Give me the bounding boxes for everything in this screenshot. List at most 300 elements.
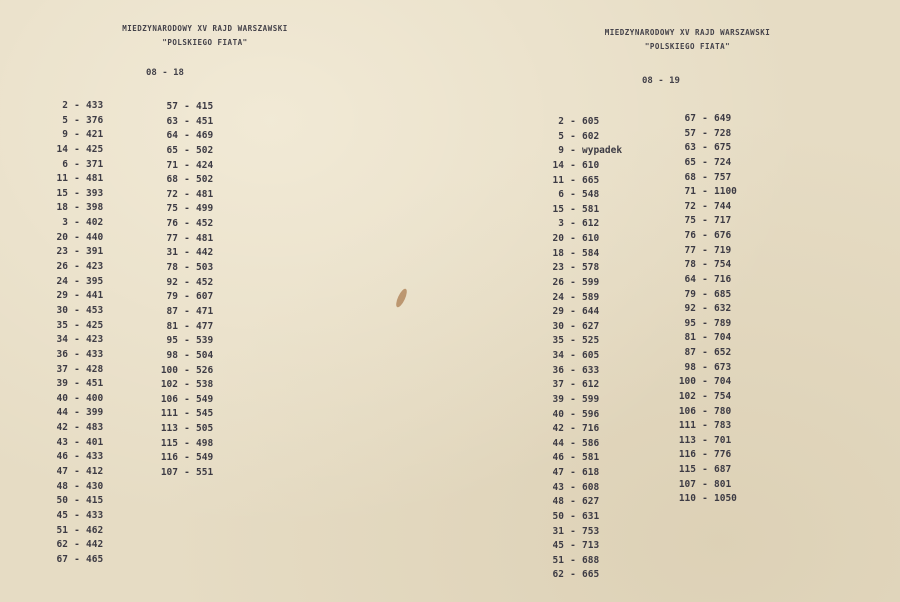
separator-dash: - — [702, 347, 708, 358]
separator-dash: - — [184, 188, 190, 200]
result-entry — [150, 349, 213, 364]
car-number: 68 — [166, 174, 178, 186]
separator-dash: - — [570, 276, 576, 288]
separator-dash: - — [570, 554, 576, 566]
car-number: 77 — [166, 232, 178, 244]
car-number: 72 — [166, 188, 178, 200]
separator-dash: - — [184, 364, 190, 376]
car-number: 45 — [56, 509, 68, 521]
result-entry — [522, 466, 622, 481]
car-number: 116 — [678, 449, 696, 461]
separator-dash: - — [702, 303, 708, 315]
separator-dash: - — [74, 173, 80, 185]
car-number: 57 — [684, 127, 696, 139]
result-value: 453 — [86, 304, 104, 316]
result-value: 442 — [196, 247, 214, 259]
separator-dash: - — [74, 495, 80, 507]
right-column-2 — [654, 112, 737, 507]
result-entry — [654, 375, 737, 390]
separator-dash: - — [74, 392, 80, 404]
result-value: 644 — [582, 306, 600, 318]
result-value: 376 — [86, 114, 104, 126]
separator-dash: - — [570, 247, 576, 259]
car-number: 63 — [684, 142, 696, 154]
separator-dash: - — [570, 320, 576, 332]
result-entry — [150, 378, 213, 393]
result-entry — [522, 554, 622, 569]
car-number: 92 — [166, 276, 178, 288]
car-number: 5 — [62, 114, 68, 126]
result-entry — [150, 129, 213, 144]
result-entry — [40, 363, 103, 378]
separator-dash: - — [702, 405, 708, 417]
result-entry — [522, 525, 622, 540]
result-entry — [522, 203, 622, 218]
car-number: 45 — [552, 540, 564, 552]
result-value: 481 — [196, 188, 214, 200]
result-entry — [150, 202, 213, 217]
car-number: 5 — [558, 130, 564, 142]
car-number: 26 — [552, 276, 564, 288]
result-value: 1050 — [714, 493, 737, 505]
result-value: 505 — [196, 423, 214, 435]
result-entry — [40, 436, 103, 451]
result-value: 776 — [714, 449, 732, 461]
result-entry — [522, 334, 622, 349]
car-number: 15 — [552, 203, 564, 215]
car-number: 65 — [684, 156, 696, 168]
result-entry — [654, 141, 737, 156]
result-entry — [522, 174, 622, 189]
result-value: wypadek — [582, 145, 623, 157]
result-entry — [522, 481, 622, 496]
result-entry — [654, 434, 737, 449]
result-value: 481 — [86, 173, 104, 185]
separator-dash: - — [184, 452, 190, 464]
separator-dash: - — [184, 379, 190, 391]
result-entry — [150, 451, 213, 466]
result-entry — [654, 200, 737, 215]
separator-dash: - — [184, 174, 190, 186]
paper-stain — [394, 287, 409, 308]
result-value: 423 — [86, 261, 104, 273]
result-entry — [522, 539, 622, 554]
result-value: 421 — [86, 129, 104, 141]
separator-dash: - — [570, 379, 576, 391]
car-number: 113 — [160, 423, 178, 435]
result-value: 704 — [714, 376, 732, 388]
car-number: 47 — [56, 466, 68, 478]
result-entry — [654, 361, 737, 376]
car-number: 3 — [62, 217, 68, 229]
car-number: 11 — [56, 173, 68, 185]
car-number: 51 — [56, 524, 68, 536]
separator-dash: - — [184, 335, 190, 347]
separator-dash: - — [184, 320, 190, 332]
result-entry — [522, 393, 622, 408]
separator-dash: - — [74, 378, 80, 390]
result-entry — [150, 261, 213, 276]
result-value: 452 — [196, 276, 214, 288]
car-number: 63 — [166, 115, 178, 127]
car-number: 115 — [160, 437, 178, 449]
car-number: 34 — [56, 334, 68, 346]
separator-dash: - — [74, 231, 80, 243]
result-value: 608 — [582, 481, 600, 493]
car-number: 102 — [678, 390, 696, 402]
result-entry — [522, 115, 622, 130]
right-column-1 — [522, 115, 622, 583]
car-number: 31 — [166, 247, 178, 259]
result-entry — [150, 305, 213, 320]
result-entry — [654, 273, 737, 288]
result-entry — [654, 492, 737, 507]
car-number: 9 — [558, 145, 564, 157]
car-number: 6 — [62, 158, 68, 170]
separator-dash: - — [74, 217, 80, 229]
result-entry — [40, 319, 103, 334]
result-entry — [654, 463, 737, 478]
result-entry — [654, 171, 737, 186]
result-value: 503 — [196, 262, 214, 274]
car-number: 2 — [558, 116, 564, 127]
result-value: 754 — [714, 390, 732, 402]
result-entry — [40, 289, 103, 304]
separator-dash: - — [74, 143, 80, 155]
result-value: 425 — [86, 319, 104, 331]
separator-dash: - — [184, 262, 190, 274]
right-title-line1: MIEDZYNARODOWY XV RAJD WARSZAWSKI — [604, 28, 771, 37]
separator-dash: - — [570, 481, 576, 493]
result-value: 481 — [196, 232, 214, 244]
result-entry — [40, 245, 103, 260]
left-column-1 — [40, 99, 103, 568]
result-value: 433 — [86, 451, 104, 463]
result-value: 673 — [714, 361, 732, 373]
result-entry — [522, 247, 622, 262]
separator-dash: - — [184, 423, 190, 435]
result-entry — [150, 246, 213, 261]
separator-dash: - — [702, 200, 708, 212]
result-entry — [654, 288, 737, 303]
separator-dash: - — [702, 332, 708, 344]
separator-dash: - — [74, 407, 80, 419]
car-number: 20 — [552, 233, 564, 244]
result-entry — [654, 419, 737, 434]
result-entry — [40, 201, 103, 216]
result-value: 499 — [196, 203, 214, 215]
result-value: 391 — [86, 246, 104, 258]
result-entry — [522, 261, 622, 276]
result-entry — [40, 377, 103, 392]
result-value: 440 — [86, 231, 104, 243]
car-number: 51 — [552, 554, 564, 566]
result-value: 676 — [714, 230, 732, 241]
car-number: 110 — [678, 493, 696, 505]
result-entry — [654, 302, 737, 317]
result-value: 525 — [582, 335, 600, 347]
car-number: 14 — [56, 143, 68, 155]
result-entry — [654, 258, 737, 273]
result-entry — [150, 466, 213, 481]
result-value: 631 — [582, 510, 600, 522]
result-value: 665 — [582, 569, 600, 581]
car-number: 48 — [56, 480, 68, 492]
car-number: 75 — [684, 215, 696, 227]
separator-dash: - — [570, 174, 576, 186]
car-number: 76 — [684, 230, 696, 241]
result-entry — [654, 229, 737, 244]
separator-dash: - — [74, 202, 80, 214]
result-entry — [522, 451, 622, 466]
separator-dash: - — [570, 130, 576, 142]
car-number: 62 — [552, 569, 564, 581]
result-value: 610 — [582, 233, 600, 244]
separator-dash: - — [184, 144, 190, 156]
car-number: 92 — [684, 303, 696, 315]
result-entry — [150, 276, 213, 291]
result-value: 704 — [714, 332, 732, 344]
car-number: 111 — [678, 420, 696, 432]
car-number: 39 — [552, 393, 564, 405]
result-value: 425 — [86, 143, 104, 155]
result-value: 685 — [714, 288, 732, 300]
result-value: 549 — [196, 452, 214, 464]
car-number: 79 — [684, 288, 696, 300]
result-entry — [150, 144, 213, 159]
result-entry — [654, 185, 737, 200]
result-value: 415 — [86, 495, 104, 507]
left-title-line2: "POLSKIEGO FIATA" — [162, 38, 248, 47]
result-entry — [654, 448, 737, 463]
result-entry — [522, 144, 622, 159]
result-entry — [40, 260, 103, 275]
result-value: 451 — [86, 378, 104, 390]
result-entry — [522, 291, 622, 306]
result-value: 605 — [582, 116, 600, 127]
separator-dash: - — [570, 393, 576, 405]
car-number: 29 — [56, 290, 68, 302]
result-entry — [654, 478, 737, 493]
result-entry — [40, 406, 103, 421]
separator-dash: - — [570, 306, 576, 318]
separator-dash: - — [702, 156, 708, 168]
result-entry — [522, 320, 622, 335]
car-number: 36 — [552, 364, 564, 376]
car-number: 30 — [552, 320, 564, 332]
result-entry — [150, 188, 213, 203]
result-value: 717 — [714, 215, 732, 227]
separator-dash: - — [570, 233, 576, 244]
result-value: 602 — [582, 130, 600, 142]
left-column-2 — [150, 100, 213, 481]
car-number: 44 — [552, 437, 564, 449]
result-value: 801 — [714, 478, 732, 490]
result-value: 433 — [86, 509, 104, 521]
separator-dash: - — [74, 158, 80, 170]
result-entry — [150, 407, 213, 422]
result-value: 428 — [86, 363, 104, 375]
result-entry — [522, 408, 622, 423]
car-number: 39 — [56, 378, 68, 390]
separator-dash: - — [184, 276, 190, 288]
car-number: 23 — [56, 246, 68, 258]
separator-dash: - — [702, 493, 708, 505]
car-number: 31 — [552, 525, 564, 537]
result-value: 612 — [582, 218, 600, 230]
car-number: 100 — [160, 364, 178, 376]
car-number: 77 — [684, 244, 696, 256]
result-entry — [522, 568, 622, 583]
result-entry — [654, 156, 737, 171]
result-entry — [40, 333, 103, 348]
result-value: 471 — [196, 305, 214, 317]
result-value: 442 — [86, 539, 104, 551]
car-number: 29 — [552, 306, 564, 318]
result-value: 716 — [582, 423, 600, 435]
car-number: 98 — [684, 361, 696, 373]
result-value: 452 — [196, 218, 214, 230]
separator-dash: - — [702, 420, 708, 432]
separator-dash: - — [74, 304, 80, 316]
result-entry — [40, 99, 103, 114]
separator-dash: - — [74, 466, 80, 478]
car-number: 40 — [552, 408, 564, 420]
car-number: 113 — [678, 434, 696, 446]
separator-dash: - — [184, 247, 190, 259]
car-number: 81 — [166, 320, 178, 332]
result-entry — [40, 524, 103, 539]
result-entry — [40, 509, 103, 524]
car-number: 26 — [56, 261, 68, 273]
car-number: 20 — [56, 231, 68, 243]
result-value: 538 — [196, 379, 214, 391]
result-entry — [40, 275, 103, 290]
separator-dash: - — [570, 540, 576, 552]
result-entry — [150, 173, 213, 188]
car-number: 79 — [166, 291, 178, 303]
car-number: 15 — [56, 187, 68, 199]
separator-dash: - — [74, 553, 80, 565]
separator-dash: - — [184, 467, 190, 479]
result-entry — [40, 187, 103, 202]
left-title-line1: MIEDZYNARODOWY XV RAJD WARSZAWSKI — [122, 24, 288, 33]
result-value: 581 — [582, 452, 600, 464]
result-entry — [40, 143, 103, 158]
result-value: 399 — [86, 407, 104, 419]
result-value: 401 — [86, 436, 104, 448]
result-value: 430 — [86, 480, 104, 492]
result-entry — [522, 188, 622, 203]
car-number: 67 — [56, 553, 68, 565]
separator-dash: - — [570, 569, 576, 581]
result-value: 753 — [582, 525, 600, 537]
result-value: 502 — [196, 144, 214, 156]
separator-dash: - — [570, 423, 576, 435]
left-date: 08 - 18 — [146, 68, 184, 78]
result-entry — [150, 393, 213, 408]
car-number: 111 — [160, 408, 178, 420]
result-value: 719 — [714, 244, 732, 256]
separator-dash: - — [184, 291, 190, 303]
separator-dash: - — [570, 452, 576, 464]
result-value: 605 — [582, 350, 600, 361]
result-entry — [522, 159, 622, 174]
result-value: 433 — [86, 348, 104, 360]
result-entry — [150, 334, 213, 349]
result-value: 451 — [196, 115, 214, 127]
car-number: 72 — [684, 200, 696, 212]
result-entry — [40, 348, 103, 363]
result-entry — [150, 422, 213, 437]
result-entry — [654, 244, 737, 259]
separator-dash: - — [702, 259, 708, 271]
separator-dash: - — [184, 159, 190, 171]
separator-dash: - — [74, 334, 80, 346]
right-title-block — [575, 26, 800, 54]
separator-dash: - — [702, 288, 708, 300]
car-number: 37 — [56, 363, 68, 375]
separator-dash: - — [74, 451, 80, 463]
separator-dash: - — [702, 464, 708, 475]
result-entry — [654, 390, 737, 405]
separator-dash: - — [702, 449, 708, 461]
separator-dash: - — [184, 130, 190, 142]
car-number: 23 — [552, 262, 564, 274]
result-value: 578 — [582, 262, 600, 274]
car-number: 36 — [56, 348, 68, 360]
separator-dash: - — [184, 203, 190, 215]
separator-dash: - — [702, 361, 708, 373]
car-number: 30 — [56, 304, 68, 316]
car-number: 47 — [552, 467, 564, 478]
separator-dash: - — [702, 390, 708, 402]
result-value: 589 — [582, 291, 600, 303]
result-value: 607 — [196, 291, 214, 303]
car-number: 34 — [552, 350, 564, 361]
result-value: 504 — [196, 349, 214, 361]
car-number: 46 — [552, 452, 564, 464]
separator-dash: - — [570, 291, 576, 303]
car-number: 35 — [552, 335, 564, 347]
result-value: 744 — [714, 200, 732, 212]
result-value: 539 — [196, 335, 214, 347]
separator-dash: - — [184, 437, 190, 449]
result-value: 665 — [582, 174, 600, 186]
car-number: 107 — [160, 467, 178, 479]
right-date: 08 - 19 — [642, 76, 680, 86]
separator-dash: - — [702, 244, 708, 256]
separator-dash: - — [570, 350, 576, 361]
car-number: 62 — [56, 539, 68, 551]
result-value: 633 — [582, 364, 600, 376]
result-entry — [40, 231, 103, 246]
car-number: 35 — [56, 319, 68, 331]
car-number: 115 — [678, 464, 696, 475]
car-number: 64 — [166, 130, 178, 142]
separator-dash: - — [74, 363, 80, 375]
result-value: 441 — [86, 290, 104, 302]
result-value: 502 — [196, 174, 214, 186]
result-entry — [522, 305, 622, 320]
car-number: 102 — [160, 379, 178, 391]
separator-dash: - — [74, 319, 80, 331]
separator-dash: - — [74, 275, 80, 287]
result-entry — [654, 127, 737, 142]
car-number: 3 — [558, 218, 564, 230]
separator-dash: - — [570, 116, 576, 127]
separator-dash: - — [570, 510, 576, 522]
